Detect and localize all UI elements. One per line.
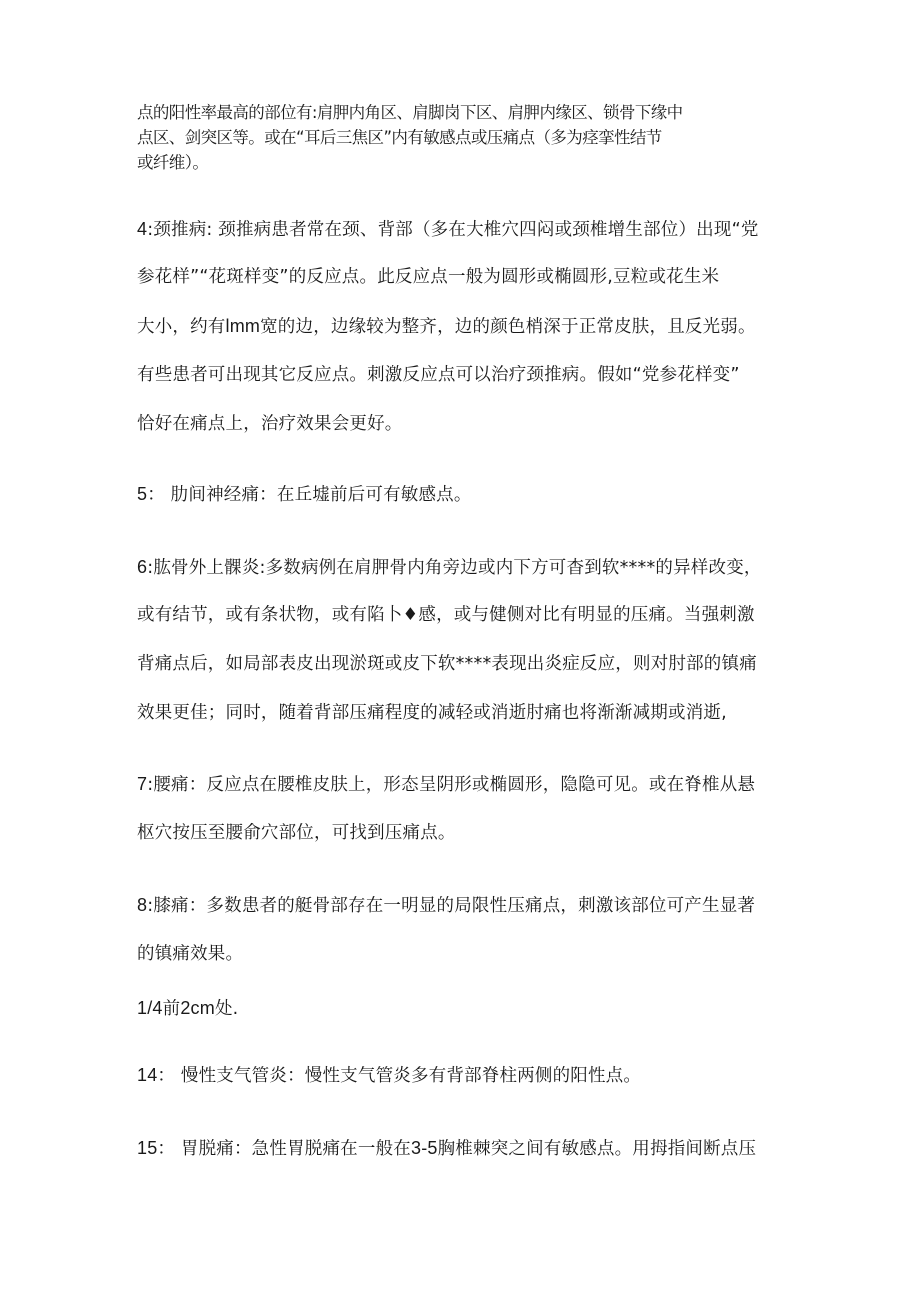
section-6-number: 6 [137, 557, 148, 577]
section-7-number: 7 [137, 774, 148, 794]
intro-line-3: 或纤维）。 [137, 153, 209, 172]
section-4-line-1 [137, 217, 759, 242]
section-14-text: ： 慢性支气管炎：慢性支气管炎多有背部脊柱两侧的阳性点。 [157, 1066, 642, 1086]
section-8-line-2: 的镇痛效果。 [137, 944, 244, 964]
section-4-line-5: 恰好在痛点上，治疗效果会更好。 [137, 414, 403, 434]
section-15-text-a: ： 胃脱痛：急性胃脱痛在一般在 [157, 1139, 411, 1159]
section-6-line-2: 或有结节，或有条状物，或有陷卜♦感，或与健侧对比有明显的压痛。当强刺激 [137, 605, 755, 625]
section-5-text: ： 肋间神经痛：在丘墟前后可有敏感点。 [147, 485, 472, 505]
fragment-line [137, 996, 238, 1021]
section-4-line-4: 有些患者可出现其它反应点。刺激反应点可以治疗颈推病。假如“党参花样变” [137, 365, 740, 385]
section-6-line-1 [137, 555, 762, 580]
section-8-text-1: :膝痛：多数患者的艇骨部存在一明显的局限性压痛点，刺激该部位可产生显著 [147, 896, 756, 916]
section-15-line [137, 1136, 756, 1161]
intro-line-1: 点的阳性率最高的部位有:肩胛内角区、肩脚岗下区、肩胛内缘区、锁骨下缘中 [137, 103, 683, 122]
section-14-line [137, 1063, 641, 1088]
section-8-line-1 [137, 893, 755, 918]
fragment-end: 处. [214, 999, 239, 1019]
section-4-text-3c: 宽的边，边缘较为整齐，边的颜色梢深于正常皮肤，且反光弱。 [260, 317, 756, 337]
section-6-line-4: 效果更佳；同时，随着背部压痛程度的减轻或消逝肘痛也将渐渐减期或消逝, [137, 703, 727, 723]
section-8-number: 8 [137, 895, 148, 915]
section-4-text-1: :颈推病: 颈推病患者常在颈、背部（多在大椎穴四闷或颈椎增生部位）出现“党 [147, 220, 759, 240]
section-4-line-2: 参花样”“花斑样变”的反应点。此反应点一般为圆形或椭圆形,豆粒或花生米 [137, 267, 720, 287]
section-7-line-1 [137, 772, 755, 797]
section-5-number: 5 [137, 484, 148, 504]
section-4-number: 4 [137, 219, 148, 239]
section-15-number: 15 [137, 1138, 158, 1158]
section-4-text-3a: 大小，约有 [137, 317, 226, 337]
section-4-line-3 [137, 314, 756, 339]
section-15-text-b: 胸椎棘突之间有敏感点。用拇指间断点压 [437, 1139, 757, 1159]
section-5-line [137, 482, 472, 507]
fragment-distance: 2cm [180, 998, 215, 1018]
section-15-range: 3-5 [410, 1138, 438, 1158]
section-6-line-3: 背痛点后，如局部表皮出现淤斑或皮下软****表现出炎症反应，则对肘部的镇痛 [137, 654, 757, 674]
fragment-fraction: 1/4 [137, 998, 163, 1018]
section-14-number: 14 [137, 1065, 158, 1085]
section-7-text-1: :腰痛：反应点在腰椎皮肤上，形态呈阴形或椭圆形，隐隐可见。或在脊椎从悬 [147, 775, 756, 795]
section-6-text-1: :肱骨外上髁炎:多数病例在肩胛骨内角旁边或内下方可杳到软****的异样改变， [147, 558, 762, 578]
section-4-measure: lmm [225, 316, 261, 336]
fragment-word: 前 [162, 999, 181, 1019]
section-7-line-2: 枢穴按压至腰俞穴部位，可找到压痛点。 [137, 823, 456, 843]
intro-line-2: 点区、剑突区等。或在“耳后三焦区”内有敏感点或压痛点（多为痉挛性结节 [137, 128, 662, 147]
